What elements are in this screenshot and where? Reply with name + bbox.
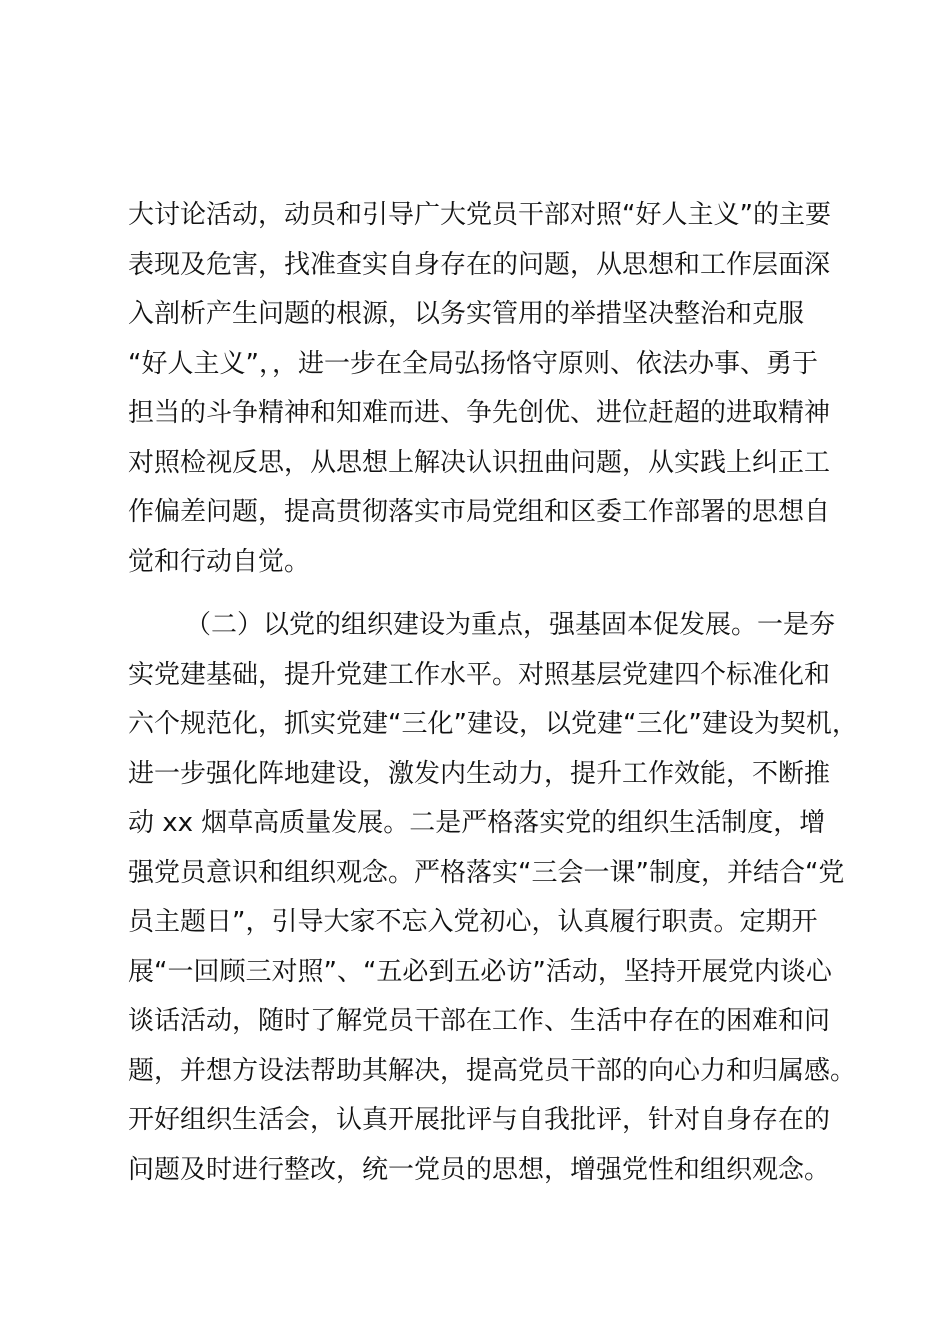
paragraph-gap	[128, 587, 828, 601]
text-line: 题，并想方设法帮助其解决，提高党员干部的向心力和归属感。	[128, 1055, 857, 1086]
text-line: 谈话活动，随时了解党员干部在工作、生活中存在的困难和问	[128, 1006, 831, 1036]
text-line: 担当的斗争精神和知难而进、争先创优、进位赶超的进取精神	[128, 398, 831, 428]
text-line: 开好组织生活会，认真开展批评与自我批评，针对自身存在的	[128, 1105, 831, 1135]
paragraph-2	[128, 601, 858, 1195]
text-line: 强党员意识和组织观念。严格落实“三会一课”制度，并结合“党	[128, 857, 845, 888]
text-line: 表现及危害，找准查实自身存在的问题，从思想和工作层面深	[128, 249, 831, 280]
text-line: “好人主义”，，进一步在全局弘扬恪守原则、依法办事、勇于	[128, 348, 818, 379]
text-line: 大讨论活动，动员和引导广大党员干部对照“好人主义”的主要	[128, 200, 831, 230]
text-line-indented: （二）以党的组织建设为重点，强基固本促发展。一是夯	[185, 610, 836, 640]
text-line: 入剖析产生问题的根源，以务实管用的举措坚决整治和克服	[128, 299, 805, 329]
text-line: 觉和行动自觉。	[128, 546, 311, 577]
text-line: 动 xx 烟草高质量发展。二是严格落实党的组织生活制度，增	[128, 808, 826, 838]
text-line: 实党建基础，提升党建工作水平。对照基层党建四个标准化和	[128, 659, 831, 690]
text-line: 员主题日”，引导大家不忘入党初心，认真履行职责。定期开	[128, 907, 818, 937]
text-line: 展“一回顾三对照”、“五必到五必访”活动，坚持开展党内谈心	[128, 956, 832, 987]
paragraph-1	[128, 191, 831, 587]
text-line: 作偏差问题，提高贯彻落实市局党组和区委工作部署的思想自	[128, 497, 831, 527]
text-line: 六个规范化，抓实党建“三化”建设，以党建“三化”建设为契机，	[128, 709, 858, 739]
text-line: 进一步强化阵地建设，激发内生动力，提升工作效能，不断推	[128, 758, 831, 789]
document-body	[128, 191, 858, 1195]
text-line: 问题及时进行整改，统一党员的思想，增强党性和组织观念。	[128, 1154, 831, 1185]
text-line: 对照检视反思，从思想上解决认识扭曲问题，从实践上纠正工	[128, 447, 831, 478]
